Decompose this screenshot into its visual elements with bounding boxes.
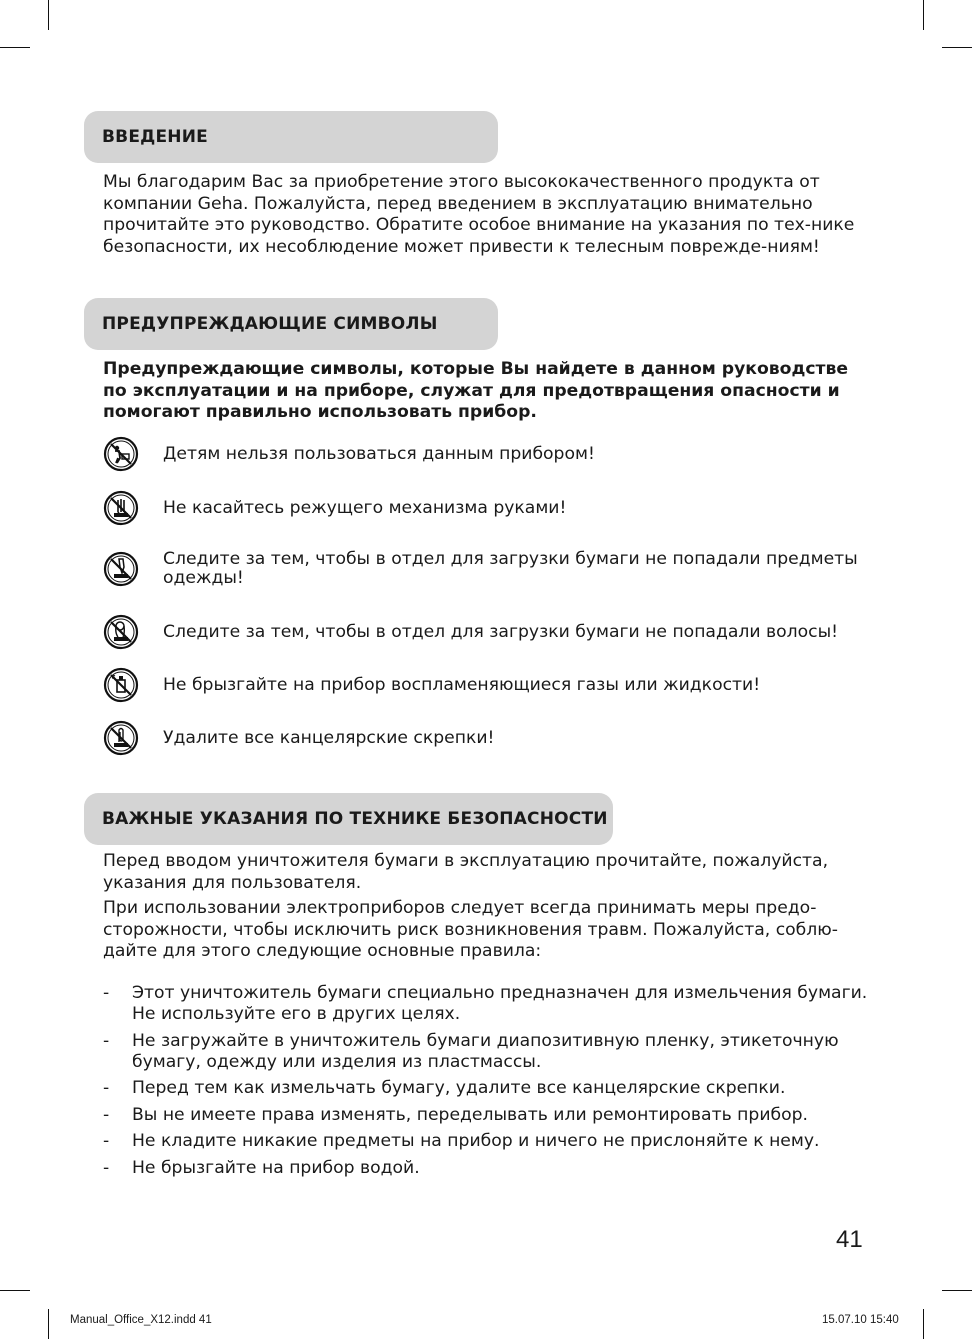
warning-text: Следите за тем, чтобы в отдел для загрузки бумаги не попадали волосы!: [163, 621, 839, 642]
list-item: [103, 1105, 873, 1126]
section-title: ПРЕДУПРЕЖДАЮЩИЕ СИМВОЛЫ: [102, 314, 438, 334]
list-dash: -: [103, 1131, 110, 1151]
section-header-intro: [84, 111, 498, 163]
no-clothing-icon: [103, 551, 139, 587]
list-item-text: Перед тем как измельчать бумагу, удалите все канцелярские скрепки.: [132, 1078, 786, 1098]
list-dash: -: [103, 1104, 110, 1125]
crop-mark: [942, 1290, 972, 1291]
crop-mark: [48, 0, 49, 30]
list-item-text: Не загружайте в уничтожитель бумаги диапозитивную пленку, этикеточную бумагу, одежду или изделия из пластмассы.: [132, 1030, 839, 1072]
crop-mark: [0, 1290, 30, 1291]
safety-paragraph-2: При использовании электроприборов следует всегда принимать меры предо-сторожности, чтобы исключить риск возникновения травм. Пожалуйста, соблю-дайте для этого следующие основные правила:: [103, 898, 838, 961]
list-item: [103, 1078, 873, 1099]
warnings-lead: Предупреждающие символы, которые Вы найдете в данном руководстве по эксплуатации и на приборе, служат для предотвращения опасности и помогают правильно использовать прибор.: [103, 359, 849, 422]
section-title: ВАЖНЫЕ УКАЗАНИЯ ПО ТЕХНИКЕ БЕЗОПАСНОСТИ: [102, 809, 608, 829]
list-item-text: Вы не имеете права изменять, переделывать или ремонтировать прибор.: [132, 1104, 808, 1125]
footer-file-info: Manual_Office_X12.indd 41: [70, 1314, 212, 1326]
crop-mark: [923, 1309, 924, 1339]
section-header-safety: [84, 793, 613, 845]
safety-paragraph-1: Перед вводом уничтожителя бумаги в эксплуатацию прочитайте, пожалуйста, указания для пользователя.: [103, 851, 829, 893]
warning-text: Удалите все канцелярские скрепки!: [163, 727, 495, 748]
warning-item: [103, 436, 863, 472]
list-item-text: Не кладите никакие предметы на прибор и ничего не прислоняйте к нему.: [132, 1131, 820, 1151]
warning-item: [103, 614, 863, 650]
no-hair-icon: [103, 614, 139, 650]
section-title: ВВЕДЕНИЕ: [102, 127, 208, 147]
section-header-warnings: [84, 298, 498, 350]
warning-item: [103, 667, 863, 703]
crop-mark: [923, 0, 924, 30]
list-item: [103, 1031, 873, 1073]
warning-text: Не брызгайте на прибор воспламеняющиеся газы или жидкости!: [163, 674, 761, 695]
page-number: 41: [836, 1226, 863, 1253]
list-item: [103, 983, 873, 1025]
list-item-text: Этот уничтожитель бумаги специально предназначен для измельчения бумаги. Не используйте его в других целях.: [132, 983, 868, 1024]
crop-mark: [942, 47, 972, 48]
footer-date: 15.07.10 15:40: [822, 1314, 899, 1326]
list-item: [103, 1158, 873, 1179]
warning-item: [103, 550, 863, 588]
no-spray-icon: [103, 667, 139, 703]
intro-paragraph: Мы благодарим Вас за приобретение этого высококачественного продукта от компании Geha. Пожалуйста, перед введением в эксплуатацию внимательно прочитайте это руководство. Обратите особое внимание на указания по тех-нике безопасности, их несоблюдение может привести к телесным поврежде-ниям!: [103, 172, 855, 257]
list-dash: -: [103, 1030, 110, 1051]
warning-text: Не касайтесь режущего механизма руками!: [163, 497, 567, 518]
list-item-text: Не брызгайте на прибор водой.: [132, 1157, 420, 1178]
list-item: [103, 1131, 873, 1152]
crop-mark: [48, 1309, 49, 1339]
no-children-icon: [103, 436, 139, 472]
list-dash: -: [103, 1157, 110, 1178]
no-paperclips-icon: [103, 720, 139, 756]
list-dash: -: [103, 1078, 110, 1098]
warning-text: Детям нельзя пользоваться данным прибором!: [163, 443, 595, 464]
warning-text: Следите за тем, чтобы в отдел для загрузки бумаги не попадали предметы одежды!: [163, 549, 858, 588]
safety-rules-list: [103, 983, 873, 1184]
warning-item: [103, 720, 863, 756]
warning-item: [103, 490, 863, 526]
list-dash: -: [103, 983, 110, 1003]
no-hands-icon: [103, 490, 139, 526]
crop-mark: [0, 47, 30, 48]
